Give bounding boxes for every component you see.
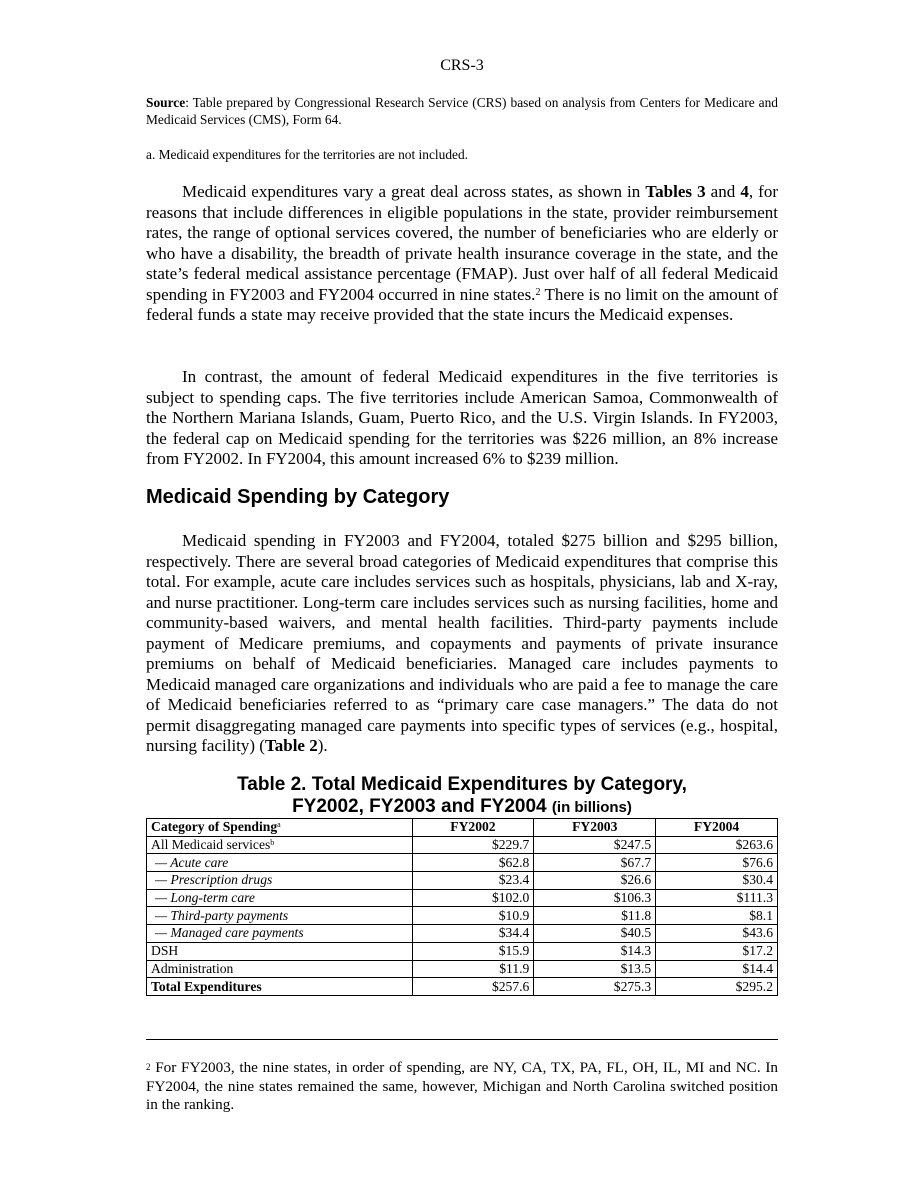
- source-text: : Table prepared by Congressional Research Service (CRS) based on analysis from Centers for Medicare and Medicaid Services (CMS), Form 64.: [146, 95, 778, 127]
- column-header: [147, 819, 413, 837]
- paragraph-text: and: [705, 182, 741, 201]
- expenditure-table: [146, 818, 778, 996]
- table-cell: $34.4: [412, 925, 534, 943]
- table-cell: $23.4: [412, 872, 534, 890]
- table-cell: $111.3: [656, 889, 778, 907]
- table-cell: $15.9: [412, 942, 534, 960]
- paragraph-text: ).: [317, 736, 328, 755]
- note-marker: b: [270, 838, 275, 848]
- table-row: [147, 854, 778, 872]
- column-header-label: Category of Spending: [151, 819, 278, 835]
- row-label: Total Expenditures: [147, 978, 413, 996]
- page-header: CRS-3: [440, 57, 484, 74]
- table-note-a: a. Medicaid expenditures for the territories are not included.: [146, 147, 468, 162]
- table-title-line1: Table 2. Total Medicaid Expenditures by Category,: [237, 774, 687, 795]
- row-label: — Acute care: [147, 854, 413, 872]
- table-row: [147, 907, 778, 925]
- table-title: [146, 774, 778, 819]
- row-label: — Third-party payments: [147, 907, 413, 925]
- paragraph-text: There is no limit on the amount of federal funds a state may receive provided that the state incurs the Medicaid expenses.: [146, 284, 778, 324]
- table-cell: $295.2: [656, 978, 778, 996]
- paragraph-state-variation: [146, 182, 778, 326]
- row-label: DSH: [147, 942, 413, 960]
- table-cell: $8.1: [656, 907, 778, 925]
- column-header: FY2002: [412, 819, 534, 837]
- paragraph-text: Medicaid expenditures vary a great deal across states, as shown in: [182, 182, 646, 201]
- table-cell: $11.9: [412, 960, 534, 978]
- row-label: Administration: [147, 960, 413, 978]
- footnote: [146, 1059, 778, 1115]
- row-label: — Long-term care: [147, 889, 413, 907]
- table-cell: $26.6: [534, 872, 656, 890]
- row-label-text: All Medicaid services: [151, 837, 271, 853]
- table-row: [147, 960, 778, 978]
- table-title-line2: [146, 796, 778, 819]
- table-cell: $275.3: [534, 978, 656, 996]
- table-header-row: [147, 819, 778, 837]
- paragraph-text: , for reasons that include differences in eligible populations in the state, provider reimbursement rates, the range of optional services covered, the number of beneficiaries who are elderly or who have a disability, the breadth of private health insurance coverage in the state, and the state’s federal medical assistance percentage (FMAP). Just over half of all federal Medicaid spending in FY2003 and FY2004 occurred in nine states.: [146, 182, 778, 304]
- table-title-years: FY2002, FY2003 and FY2004: [292, 796, 547, 817]
- table-row: [147, 942, 778, 960]
- footnote-reference: 2: [535, 286, 541, 298]
- table-cell: $10.9: [412, 907, 534, 925]
- table-cell: $102.0: [412, 889, 534, 907]
- table-cell: $67.7: [534, 854, 656, 872]
- table-reference: Table 2: [264, 736, 318, 755]
- table-cell: $30.4: [656, 872, 778, 890]
- row-label: [147, 836, 413, 854]
- note-marker: a: [277, 820, 281, 830]
- footnote-divider: [146, 1039, 778, 1040]
- source-label: Source: [146, 95, 186, 110]
- table-cell: $247.5: [534, 836, 656, 854]
- table-cell: $40.5: [534, 925, 656, 943]
- table-cell: $17.2: [656, 942, 778, 960]
- paragraph-territories: In contrast, the amount of federal Medicaid expenditures in the five territories is subject to spending caps. The five territories include American Samoa, Commonwealth of the Northern Mariana Islands, Guam, Puerto Rico, and the U.S. Virgin Islands. In FY2003, the federal cap on Medicaid spending for the territories was $226 million, an 8% increase from FY2002. In FY2004, this amount increased 6% to $239 million.: [146, 367, 778, 468]
- table-cell: $43.6: [656, 925, 778, 943]
- column-header: FY2004: [656, 819, 778, 837]
- row-label: — Prescription drugs: [147, 872, 413, 890]
- table-cell: $13.5: [534, 960, 656, 978]
- table-cell: $11.8: [534, 907, 656, 925]
- table-cell: $76.6: [656, 854, 778, 872]
- row-label: — Managed care payments: [147, 925, 413, 943]
- table-reference: Tables 3: [645, 182, 706, 201]
- table-cell: $229.7: [412, 836, 534, 854]
- footnote-text: For FY2003, the nine states, in order of spending, are NY, CA, TX, PA, FL, OH, IL, MI and NC. In FY2004, the nine states remained the same, however, Michigan and North Carolina switched position in the ranking.: [146, 1059, 778, 1113]
- column-header: FY2003: [534, 819, 656, 837]
- footnote-marker: 2: [146, 1062, 151, 1072]
- table-row: [147, 925, 778, 943]
- paragraph-text: Medicaid spending in FY2003 and FY2004, totaled $275 billion and $295 billion, respectively. There are several broad categories of Medicaid expenditures that comprise this total. For example, acute care includes services such as hospitals, physicians, lab and X-ray, and nurse practitioner. Long-term care includes services such as nursing facilities, home and community-based waivers, and mental health facilities. Third-party payments include payment of Medicare premiums, and copayments and payments of private insurance premiums on behalf of Medicaid beneficiaries. Managed care includes payments to Medicaid managed care organizations and individuals who are paid a fee to manage the care of Medicaid beneficiaries referred to as “primary care case managers.” The data do not permit disaggregating managed care payments into specific types of services (e.g., hospital, nursing facility) (: [146, 531, 778, 755]
- table-cell: $14.3: [534, 942, 656, 960]
- table-cell: $263.6: [656, 836, 778, 854]
- table-row: [147, 872, 778, 890]
- table-cell: $62.8: [412, 854, 534, 872]
- table-cell: $106.3: [534, 889, 656, 907]
- table-reference: 4: [740, 182, 749, 201]
- section-heading: Medicaid Spending by Category: [146, 486, 450, 508]
- paragraph-spending-categories: [146, 531, 778, 757]
- table-cell: $257.6: [412, 978, 534, 996]
- table-total-row: [147, 978, 778, 996]
- table-row: [147, 889, 778, 907]
- table-cell: $14.4: [656, 960, 778, 978]
- table-title-unit: (in billions): [551, 799, 632, 816]
- source-note: [146, 94, 778, 128]
- table-row: [147, 836, 778, 854]
